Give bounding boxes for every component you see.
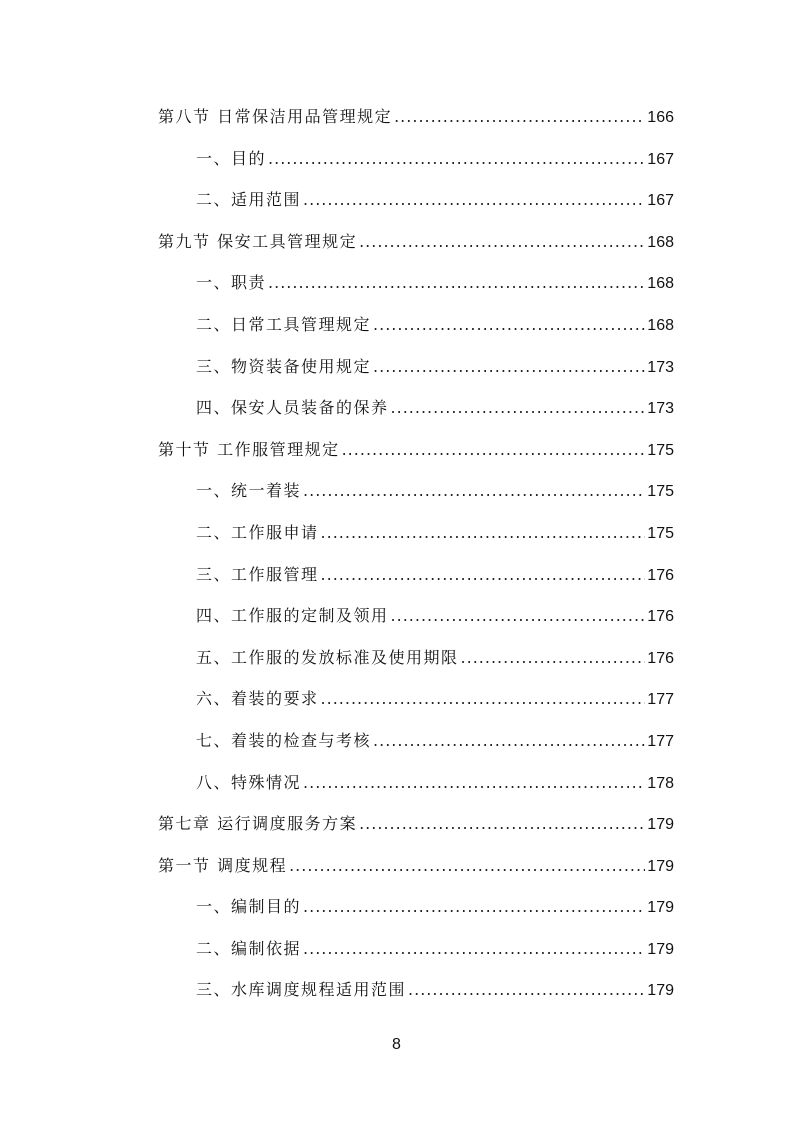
toc-entry[interactable] <box>158 429 674 471</box>
dot-leader <box>268 138 645 180</box>
toc-entry-title: 五、工作服的发放标准及使用期限 <box>196 647 459 667</box>
toc-entry-title: 第九节 保安工具管理规定 <box>158 231 358 251</box>
toc-entry[interactable] <box>158 470 674 512</box>
toc-entry-page: 168 <box>647 233 674 251</box>
dot-leader <box>461 637 646 679</box>
dot-leader <box>408 969 645 1011</box>
dot-leader <box>289 845 645 887</box>
toc-entry-page: 175 <box>647 483 674 501</box>
toc-entry[interactable] <box>158 803 674 845</box>
toc-entry[interactable] <box>158 96 674 138</box>
toc-entry-page: 173 <box>647 400 674 418</box>
dot-leader <box>321 678 646 720</box>
toc-entry-page: 179 <box>647 940 674 958</box>
toc-entry-title: 三、物资装备使用规定 <box>196 356 372 376</box>
toc-entry[interactable] <box>158 387 674 429</box>
toc-entry-page: 167 <box>647 150 674 168</box>
dot-leader <box>303 470 645 512</box>
dot-leader <box>342 429 646 471</box>
toc-entry-title: 八、特殊情况 <box>196 772 302 792</box>
toc-entry[interactable] <box>158 304 674 346</box>
dot-leader <box>321 512 646 554</box>
toc-entry-title: 一、统一着装 <box>196 481 302 501</box>
toc-entry-title: 二、日常工具管理规定 <box>196 314 372 334</box>
table-of-contents <box>158 96 674 1011</box>
toc-entry[interactable] <box>158 512 674 554</box>
dot-leader <box>391 387 646 429</box>
toc-entry-page: 178 <box>647 774 674 792</box>
toc-entry-title: 二、适用范围 <box>196 190 302 210</box>
dot-leader <box>321 554 646 596</box>
toc-entry-page: 176 <box>647 649 674 667</box>
toc-entry[interactable] <box>158 886 674 928</box>
toc-entry[interactable] <box>158 969 674 1011</box>
toc-entry[interactable] <box>158 928 674 970</box>
toc-entry-title: 四、保安人员装备的保养 <box>196 398 389 418</box>
dot-leader <box>359 803 645 845</box>
toc-entry-page: 175 <box>647 524 674 542</box>
dot-leader <box>373 304 645 346</box>
page-number: 8 <box>392 1036 401 1053</box>
toc-entry-title: 一、编制目的 <box>196 897 302 917</box>
toc-entry[interactable] <box>158 845 674 887</box>
toc-entry-page: 167 <box>647 192 674 210</box>
dot-leader <box>373 720 645 762</box>
toc-entry[interactable] <box>158 262 674 304</box>
toc-entry-page: 166 <box>647 109 674 126</box>
toc-entry[interactable] <box>158 762 674 804</box>
toc-entry[interactable] <box>158 179 674 221</box>
toc-entry-title: 第十节 工作服管理规定 <box>158 439 340 459</box>
toc-entry-page: 179 <box>647 857 674 875</box>
toc-entry-page: 176 <box>647 566 674 584</box>
toc-entry[interactable] <box>158 637 674 679</box>
toc-entry-page: 179 <box>647 982 674 1000</box>
dot-leader <box>303 886 645 928</box>
toc-entry-title: 一、职责 <box>196 273 267 293</box>
dot-leader <box>394 96 645 138</box>
toc-entry-title: 第八节 日常保洁用品管理规定 <box>158 107 393 126</box>
dot-leader <box>303 928 645 970</box>
toc-entry-title: 三、水库调度规程适用范围 <box>196 980 407 1000</box>
dot-leader <box>373 346 645 388</box>
toc-entry-title: 六、着装的要求 <box>196 689 319 709</box>
toc-entry[interactable] <box>158 554 674 596</box>
toc-entry-page: 177 <box>647 691 674 709</box>
toc-entry-page: 177 <box>647 732 674 750</box>
dot-leader <box>268 262 645 304</box>
toc-entry[interactable] <box>158 678 674 720</box>
dot-leader <box>303 762 645 804</box>
toc-entry-title: 第一节 调度规程 <box>158 855 288 875</box>
toc-entry[interactable] <box>158 720 674 762</box>
dot-leader <box>391 595 646 637</box>
toc-entry-page: 168 <box>647 275 674 293</box>
toc-entry-title: 第七章 运行调度服务方案 <box>158 814 358 834</box>
toc-entry-page: 175 <box>647 441 674 459</box>
dot-leader <box>359 221 645 263</box>
dot-leader <box>303 179 645 221</box>
toc-entry[interactable] <box>158 221 674 263</box>
toc-entry-page: 179 <box>647 899 674 917</box>
toc-entry-title: 七、着装的检查与考核 <box>196 730 372 750</box>
toc-entry[interactable] <box>158 138 674 180</box>
toc-entry-title: 四、工作服的定制及领用 <box>196 606 389 626</box>
toc-entry-page: 176 <box>647 608 674 626</box>
toc-entry-page: 173 <box>647 358 674 376</box>
toc-entry-title: 二、编制依据 <box>196 938 302 958</box>
toc-entry-page: 179 <box>647 816 674 834</box>
toc-entry-title: 三、工作服管理 <box>196 564 319 584</box>
toc-entry-title: 二、工作服申请 <box>196 522 319 542</box>
toc-entry[interactable] <box>158 595 674 637</box>
toc-entry-page: 168 <box>647 316 674 334</box>
toc-entry[interactable] <box>158 346 674 388</box>
toc-entry-title: 一、目的 <box>196 148 267 168</box>
